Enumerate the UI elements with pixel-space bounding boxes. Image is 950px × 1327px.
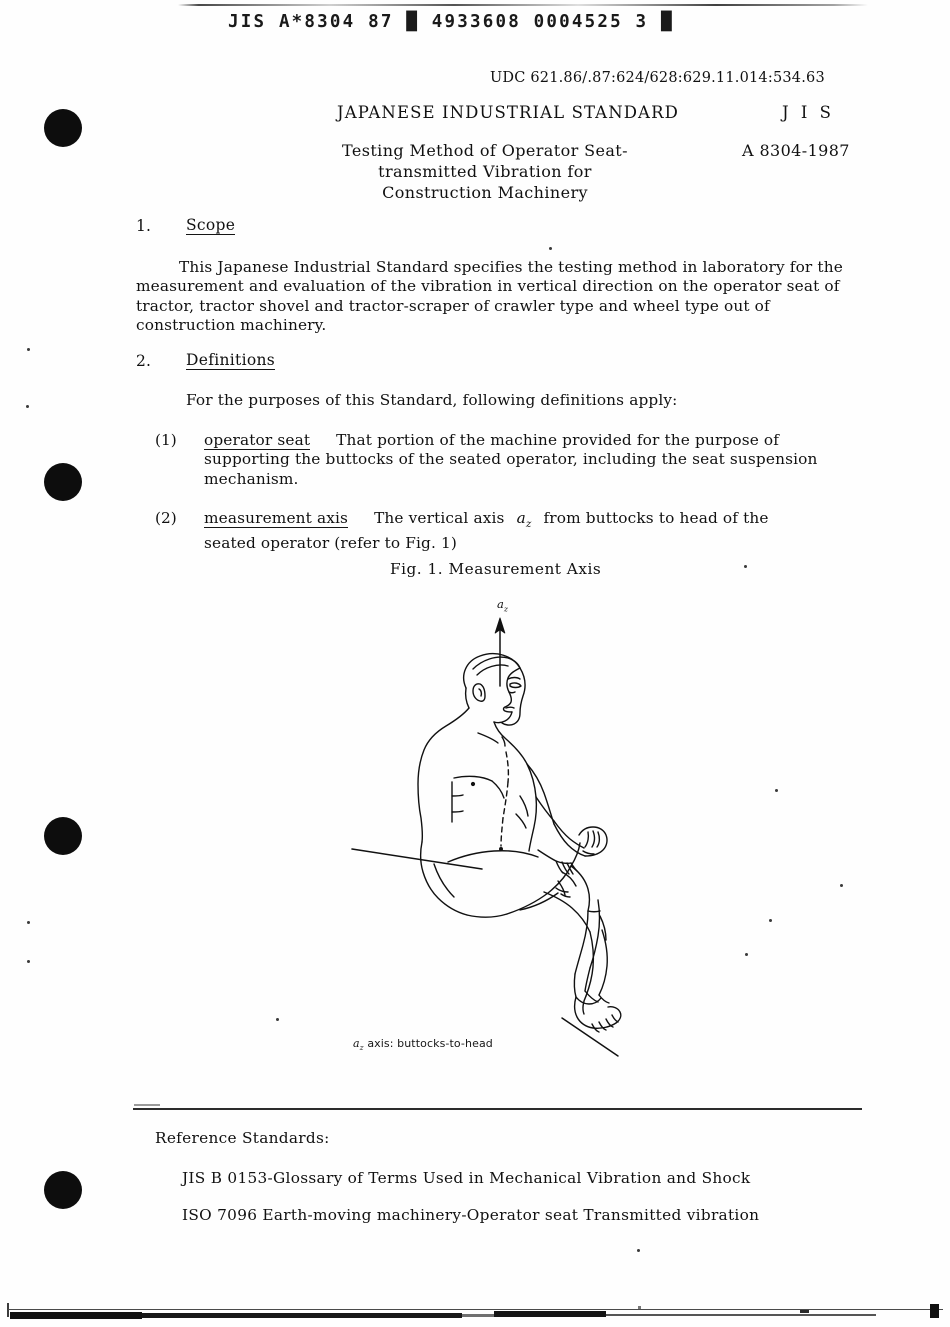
jis-mark: J I S xyxy=(782,103,835,122)
document-title xyxy=(310,140,660,203)
figure-sub-caption: $a_z$ axis: buttocks-to-head xyxy=(353,1037,493,1053)
binder-hole xyxy=(44,463,82,501)
scan-speck xyxy=(276,1018,279,1021)
scan-speck xyxy=(26,405,29,408)
document-title-line-2: transmitted Vibration for xyxy=(378,162,592,181)
bottom-scan-edge-artifact xyxy=(800,1310,809,1313)
scan-speck xyxy=(27,348,30,351)
scan-speck xyxy=(775,789,778,792)
far-leg xyxy=(520,892,609,1014)
head-outline xyxy=(464,654,525,725)
bottom-scan-edge-artifact xyxy=(494,1311,606,1317)
section-1-paragraph: This Japanese Industrial Standard specifies the testing method in laboratory for the measurement and evaluation of the vibration in vertical direction on the operator seat of tractor, tractor shovel and tractor-scraper of crawler type and wheel type out of construction machinery. xyxy=(136,258,843,334)
thigh-outline xyxy=(448,843,589,914)
rule-ghost-artifact xyxy=(134,1104,160,1106)
axis-label: $a_z$ xyxy=(497,597,508,614)
section-2-paragraph: For the purposes of this Standard, following definitions apply: xyxy=(186,391,678,409)
section-1-number: 1. xyxy=(136,217,152,235)
seat-ground-line xyxy=(352,849,618,1056)
binder-hole xyxy=(44,817,82,855)
bottom-scan-edge-artifact xyxy=(10,1312,142,1319)
definition-2-body xyxy=(204,509,864,554)
definition-2-term: measurement axis xyxy=(204,509,349,527)
references-heading: Reference Standards: xyxy=(155,1129,330,1147)
binder-hole xyxy=(44,109,82,147)
definition-1-number: (1) xyxy=(155,431,177,449)
bottom-scan-edge-artifact xyxy=(142,1313,462,1318)
definition-1-body xyxy=(204,431,864,489)
ocr-header-code: JIS A*8304 87 █ 4933608 0004525 3 █ xyxy=(228,12,674,32)
scan-speck xyxy=(840,884,843,887)
scan-speck xyxy=(769,919,772,922)
definition-1-text-1: That portion of the machine provided for the purpose of xyxy=(336,431,780,449)
reference-item-jis: JIS B 0153-Glossary of Terms Used in Mechanical Vibration and Shock xyxy=(182,1169,751,1187)
definition-1-text-3: mechanism. xyxy=(204,469,299,488)
footer-divider xyxy=(133,1108,862,1110)
definition-2-text-1: The vertical axis xyxy=(374,509,505,527)
definition-2-number: (2) xyxy=(155,509,177,527)
scan-speck xyxy=(745,953,748,956)
top-scan-edge-artifact xyxy=(178,4,868,6)
hand-on-thigh xyxy=(538,850,577,874)
arm-outline xyxy=(527,764,607,856)
torso-outline xyxy=(418,708,536,851)
bottom-scan-edge-artifact xyxy=(606,1314,876,1316)
binder-hole xyxy=(44,1171,82,1209)
scan-speck xyxy=(27,921,30,924)
definition-2-text-2: from buttocks to head of the xyxy=(543,509,769,527)
hip-outline xyxy=(421,842,507,917)
document-title-line-3: Construction Machinery xyxy=(382,183,588,202)
definition-1-text-2: supporting the buttocks of the seated operator, including the seat suspension xyxy=(204,450,818,469)
axis-symbol-inline: $a_z$ xyxy=(516,509,532,531)
section-1-title: Scope xyxy=(186,216,236,234)
section-2-number: 2. xyxy=(136,352,152,370)
lower-leg-near xyxy=(574,900,620,1032)
reference-item-iso: ISO 7096 Earth-moving machinery-Operator seat Transmitted vibration xyxy=(182,1206,760,1224)
scan-speck xyxy=(744,565,747,568)
document-designation: A 8304-1987 xyxy=(742,141,850,160)
scan-speck xyxy=(27,960,30,963)
definition-2-text-3: seated operator (refer to Fig. 1) xyxy=(204,534,458,553)
figure-caption: Fig. 1. Measurement Axis xyxy=(390,560,602,578)
scan-speck xyxy=(549,247,552,250)
bottom-scan-edge-artifact xyxy=(462,1314,494,1317)
definition-1-term: operator seat xyxy=(204,431,311,449)
scan-speck xyxy=(637,1249,640,1252)
document-title-line-1: Testing Method of Operator Seat- xyxy=(342,141,628,160)
bottom-scan-edge-artifact xyxy=(930,1304,939,1318)
standard-body-name: JAPANESE INDUSTRIAL STANDARD xyxy=(337,103,679,122)
udc-classification: UDC 621.86/.87:624/628:629.11.014:534.63 xyxy=(490,70,825,86)
section-2-title: Definitions xyxy=(186,351,275,369)
measurement-axis-arrow xyxy=(495,618,505,686)
bottom-scan-speck xyxy=(638,1306,641,1309)
figure-measurement-axis xyxy=(330,600,650,1070)
